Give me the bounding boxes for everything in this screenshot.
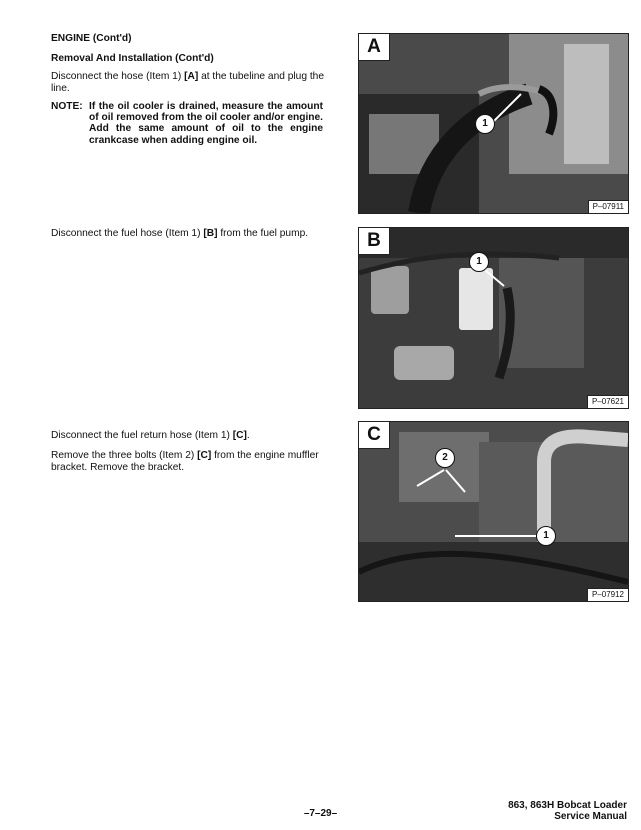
figure-b-letter: B [359,228,390,255]
section-title: ENGINE (Cont'd) [51,33,132,44]
figure-a-photo [358,33,629,214]
page-number: –7–29– [303,808,338,819]
step-a-paragraph [51,71,326,94]
note-label: NOTE: [51,101,83,112]
step-c1-text-end: . [246,430,250,441]
note-block [51,101,323,146]
figure-b-callout-1: 1 [469,252,489,272]
step-c1-paragraph [51,430,331,442]
step-c2-text-end: from the engine muffler bracket. Remove the bracket. [51,450,319,473]
step-b-ref: [B] [203,228,218,239]
step-a-text-end: at the tubeline and plug the line. [51,71,324,94]
figure-c-letter: C [359,422,390,449]
step-c2-paragraph [51,450,327,473]
subsection-title: Removal And Installation (Cont'd) [51,53,214,64]
figure-b-code: P–07621 [587,395,628,408]
footer-model: 863, 863H Bobcat Loader [508,800,627,811]
figure-c-illustration [359,422,628,601]
step-b-text-end: from the fuel pump. [217,228,309,239]
figure-b-illustration [359,228,628,408]
step-b-text: Disconnect the fuel hose (Item 1) [51,228,204,239]
footer-title [508,800,627,822]
footer-manual: Service Manual [554,811,627,822]
step-c1-ref: [C] [232,430,247,441]
note-text: If the oil cooler is drained, measure the amount of oil removed from the oil cooler and/or engine. Add the same amount of oil to the engine crankcase when adding engine oil. [89,101,323,146]
step-a-text: Disconnect the hose (Item 1) [51,71,185,82]
step-c1-text: Disconnect the fuel return hose (Item 1) [51,430,233,441]
figure-c-callout-1: 1 [536,526,556,546]
figure-c-code: P–07912 [587,588,628,601]
figure-c-callout-2: 2 [435,448,455,468]
step-a-ref: [A] [184,71,199,82]
step-c2-text: Remove the three bolts (Item 2) [51,450,198,461]
figure-a-callout-1: 1 [475,114,495,134]
figure-c-photo [358,421,629,602]
figure-b-photo [358,227,629,409]
figure-a-code: P–07911 [588,200,628,213]
step-b-paragraph [51,228,331,240]
step-c2-ref: [C] [197,450,212,461]
figure-a-letter: A [359,34,390,61]
